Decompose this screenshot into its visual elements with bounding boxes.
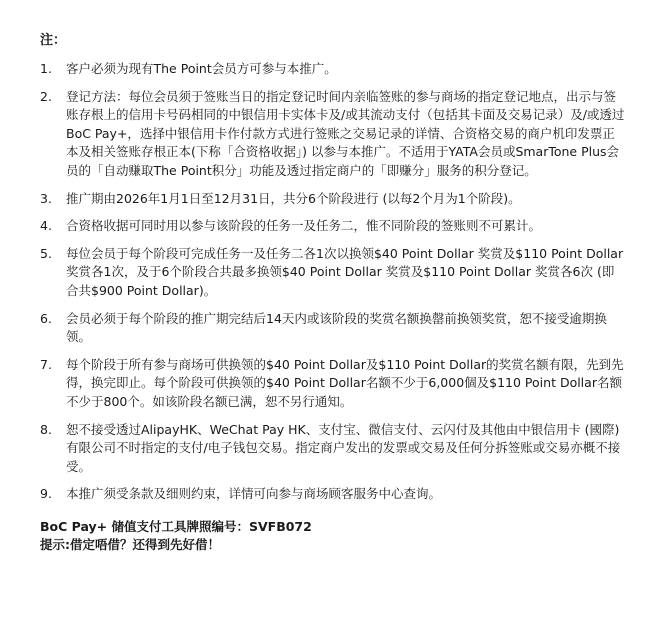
note-text: 会员必须于每个阶段的推广期完结后14天内或该阶段的奖赏名额换罄前换领奖赏，恕不接受逾期换领。	[66, 310, 607, 345]
note-number: 4.	[40, 218, 52, 234]
note-text: 每位会员于每个阶段可完成任务一及任务二各1次以换领$40 Point Dollar 奖赏及$110 Point Dollar 奖赏各1次，及于6个阶段合共最多换领$40 Point Dollar 奖赏及$110 Point Dollar 奖赏各6次 (即合共$900 Point Dollar)。	[66, 245, 624, 298]
note-text: 合资格收据可同时用以参与该阶段的任务一及任务二，惟不同阶段的签账则不可累计。	[66, 218, 542, 234]
note-item	[40, 421, 626, 477]
note-text: 恕不接受透过AlipayHK、WeChat Pay HK、支付宝、微信支付、云闪付及其他由中银信用卡 (國際)有限公司不时指定的支付/电子钱包交易。指定商户发出的发票或交易及任何分拆签账或交易亦概不接受。	[66, 421, 621, 474]
footer	[40, 518, 626, 555]
note-item	[40, 88, 626, 181]
note-number: 6.	[40, 310, 52, 326]
license-number: BoC Pay+ 储值支付工具牌照编号：SVFB072	[40, 518, 312, 534]
note-number: 1.	[40, 61, 52, 76]
note-number: 7.	[40, 356, 52, 372]
note-text: 客户必须为现有The Point会员方可参与本推广。	[66, 61, 337, 76]
notes-list	[40, 60, 626, 504]
note-item	[40, 356, 626, 412]
note-item	[40, 485, 626, 504]
note-item	[40, 60, 626, 79]
note-item	[40, 245, 626, 301]
note-item	[40, 217, 626, 236]
note-number: 8.	[40, 421, 52, 437]
note-number: 9.	[40, 486, 52, 502]
note-text: 本推广须受条款及细则约束，详情可向参与商场顾客服务中心查询。	[66, 486, 442, 502]
note-item	[40, 310, 626, 347]
note-number: 2.	[40, 88, 52, 104]
note-text: 推广期由2026年1月1日至12月31日，共分6个阶段进行 (以每2个月为1个阶段)。	[66, 190, 521, 206]
note-number: 3.	[40, 190, 52, 206]
borrowing-reminder: 提示:借定唔借？还得到先好借！	[40, 537, 220, 553]
notes-heading: 注：	[40, 33, 67, 48]
note-text: 登记方法：每位会员须于签账当日的指定登记时间内亲临签账的参与商场的指定登记地点，出示与签账存根上的信用卡号码相同的中银信用卡实体卡及/或其流动支付（包括其卡面及交易记录）及/或透过BoC Pay+，选择中银信用卡作付款方式进行签账之交易记录的详情、合资格交易的商户机印发票正本及相关签账存根正本(下称「合资格收据」) 以参与本推广。不适用于YATA会员或SmarTone Plus会员的「自动赚取The Point积分」功能及透过指定商户的「即赚分」服务的积分登记。	[66, 88, 625, 178]
note-text: 每个阶段于所有参与商场可供换领的$40 Point Dollar及$110 Point Dollar的奖赏名额有限，先到先得，换完即止。每个阶段可供换领的$40 Point Dollar名额不少于6,000個及$110 Point Dollar名额不少于800个。如该阶段名额已满，恕不另行通知。	[66, 356, 624, 409]
note-item	[40, 190, 626, 209]
note-number: 5.	[40, 245, 52, 261]
